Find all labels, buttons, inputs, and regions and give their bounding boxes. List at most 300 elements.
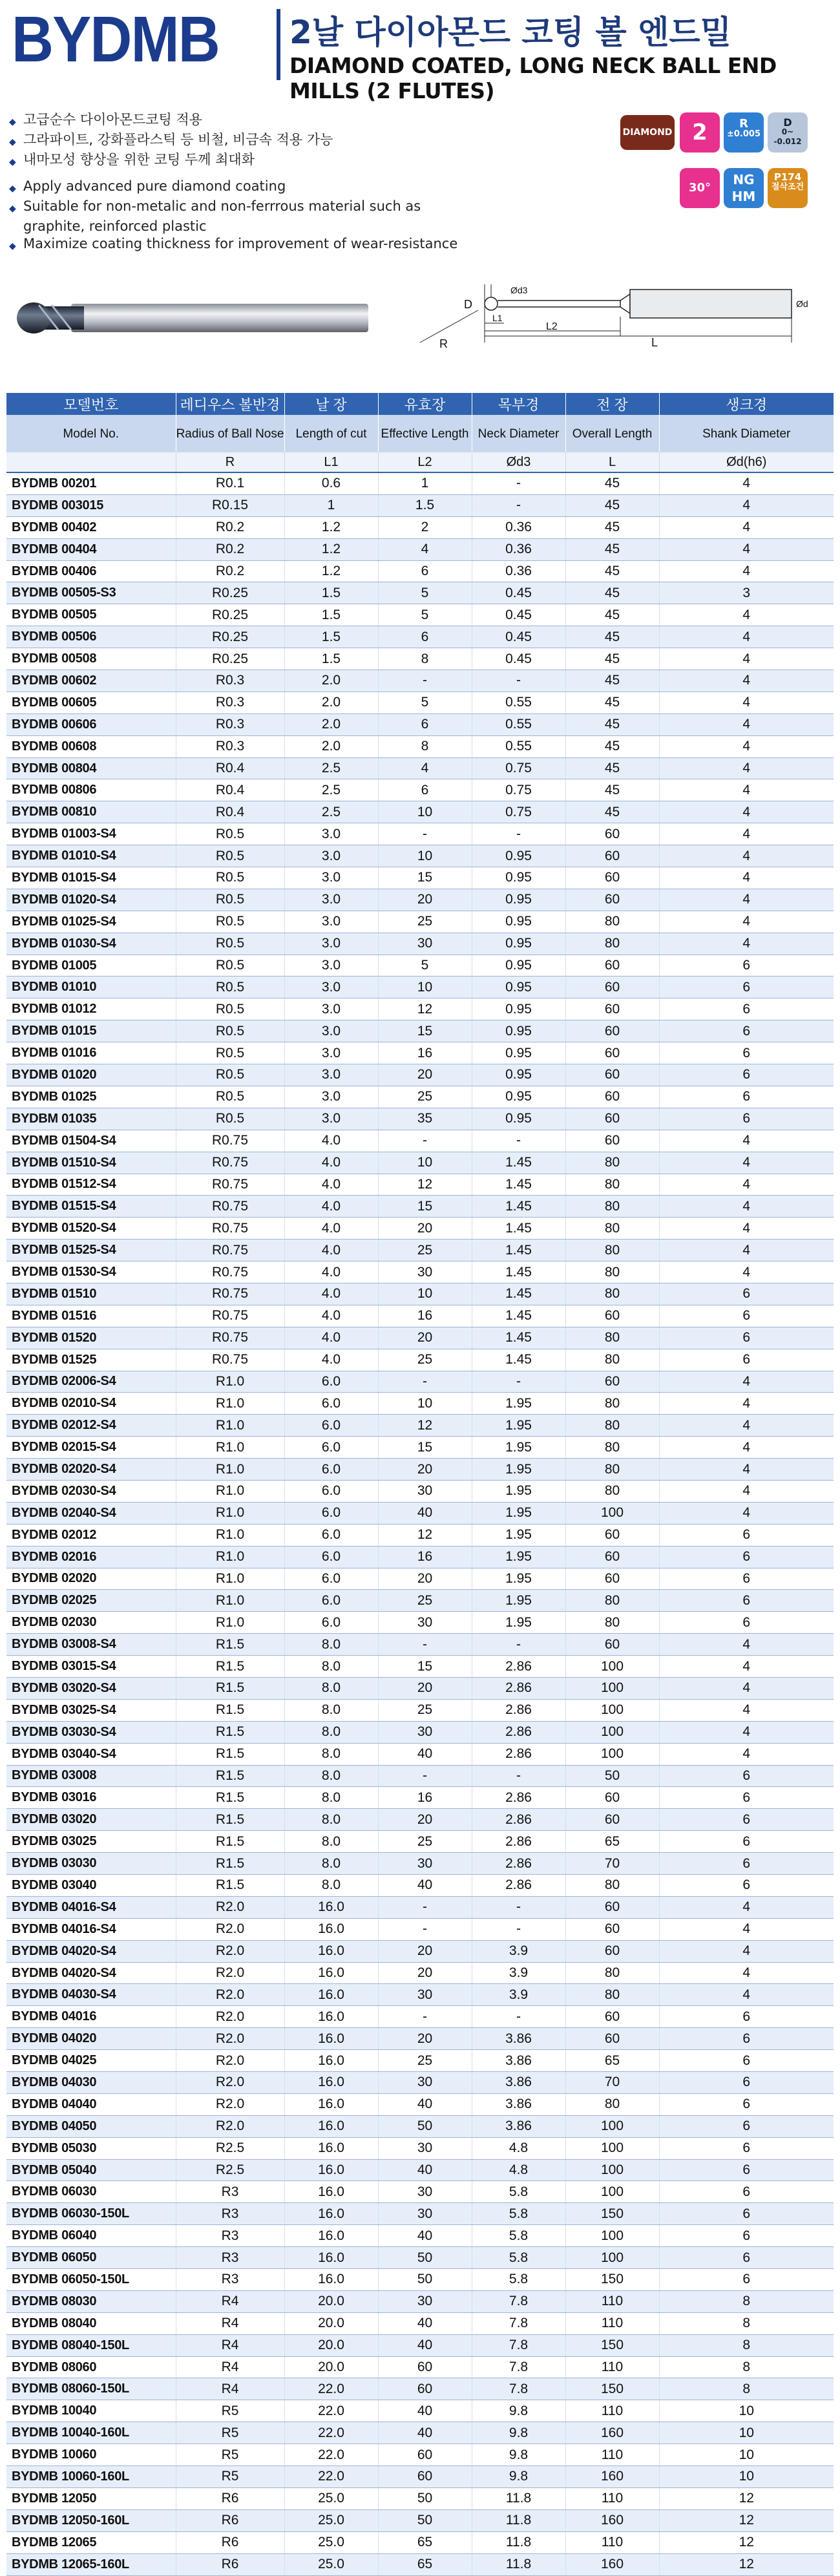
shank-diameter-cell: 4 bbox=[659, 1218, 834, 1240]
cut-length-cell: 8.0 bbox=[284, 1853, 378, 1875]
shank-diameter-cell: 10 bbox=[659, 2466, 834, 2488]
effective-length-cell: 30 bbox=[378, 1480, 472, 1502]
effective-length-cell: 4 bbox=[378, 538, 472, 560]
model-cell: BYDMB 02012 bbox=[6, 1524, 176, 1546]
shank-diameter-cell: 6 bbox=[659, 2115, 834, 2137]
neck-diameter-cell: 11.8 bbox=[472, 2487, 565, 2509]
col-unit bbox=[6, 452, 176, 472]
label-d3: Ød3 bbox=[510, 285, 528, 295]
table-row bbox=[6, 1612, 834, 1634]
table-row bbox=[6, 779, 834, 801]
cut-length-cell: 3.0 bbox=[284, 1064, 378, 1086]
table-row bbox=[6, 713, 834, 735]
effective-length-cell: 20 bbox=[378, 1459, 472, 1481]
shank-diameter-cell: 6 bbox=[659, 1305, 834, 1327]
col-header-kr: 모델번호 bbox=[6, 393, 176, 415]
cut-length-cell: 6.0 bbox=[284, 1459, 378, 1481]
shank-diameter-cell: 6 bbox=[659, 2225, 834, 2247]
radius-cell: R6 bbox=[176, 2531, 284, 2553]
header-row-korean bbox=[6, 393, 834, 415]
model-cell: BYDMB 03040 bbox=[6, 1875, 176, 1897]
neck-diameter-cell: 5.8 bbox=[472, 2247, 565, 2269]
table-row bbox=[6, 845, 834, 867]
neck-diameter-cell: 7.8 bbox=[472, 2356, 565, 2378]
shank-diameter-cell: 12 bbox=[659, 2531, 834, 2553]
shank-diameter-cell: 6 bbox=[659, 1283, 834, 1305]
title-english: DIAMOND COATED, LONG NECK BALL END MILLS (2 FLUTES) bbox=[289, 53, 777, 103]
model-cell: BYDMB 01015 bbox=[6, 1020, 176, 1042]
tool-illustration bbox=[0, 271, 840, 368]
shank-diameter-cell: 4 bbox=[659, 516, 834, 538]
effective-length-cell: 12 bbox=[378, 1415, 472, 1437]
shank-diameter-cell: 4 bbox=[659, 845, 834, 867]
table-row bbox=[6, 1459, 834, 1481]
effective-length-cell: 8 bbox=[378, 648, 472, 670]
effective-length-cell: 20 bbox=[378, 1940, 472, 1962]
cut-length-cell: 3.0 bbox=[284, 823, 378, 845]
effective-length-cell: 20 bbox=[378, 1218, 472, 1240]
effective-length-cell: 5 bbox=[378, 955, 472, 977]
shank-diameter-cell: 4 bbox=[659, 1743, 834, 1765]
effective-length-cell: 20 bbox=[378, 2028, 472, 2050]
overall-length-cell: 60 bbox=[565, 1809, 659, 1831]
cut-length-cell: 8.0 bbox=[284, 1743, 378, 1765]
table-row bbox=[6, 2072, 834, 2094]
table-row bbox=[6, 604, 834, 626]
effective-length-cell: 30 bbox=[378, 2137, 472, 2159]
label-l2: L2 bbox=[546, 321, 558, 332]
model-cell: BYDMB 12065 bbox=[6, 2531, 176, 2553]
effective-length-cell: 20 bbox=[378, 1677, 472, 1699]
table-row bbox=[6, 2356, 834, 2378]
model-cell: BYDMB 01516 bbox=[6, 1305, 176, 1327]
overall-length-cell: 60 bbox=[565, 1787, 659, 1809]
radius-cell: R3 bbox=[176, 2247, 284, 2269]
model-cell: BYDMB 01025 bbox=[6, 1086, 176, 1108]
radius-cell: R0.25 bbox=[176, 582, 284, 604]
cut-length-cell: 4.0 bbox=[284, 1262, 378, 1283]
overall-length-cell: 80 bbox=[565, 1590, 659, 1612]
model-cell: BYDMB 08030 bbox=[6, 2290, 176, 2312]
col-header-kr: 유효장 bbox=[378, 393, 472, 415]
overall-length-cell: 150 bbox=[565, 2378, 659, 2400]
cut-length-cell: 4.0 bbox=[284, 1130, 378, 1152]
model-cell: BYDMB 03025 bbox=[6, 1831, 176, 1853]
label-r: R bbox=[439, 337, 448, 350]
table-row bbox=[6, 626, 834, 648]
shank-diameter-cell: 4 bbox=[659, 1634, 834, 1656]
overall-length-cell: 100 bbox=[565, 1502, 659, 1524]
effective-length-cell: 15 bbox=[378, 1656, 472, 1678]
table-row bbox=[6, 516, 834, 538]
col-header-kr: 레디우스 볼반경 bbox=[176, 393, 284, 415]
effective-length-cell: - bbox=[378, 823, 472, 845]
overall-length-cell: 80 bbox=[565, 1349, 659, 1371]
overall-length-cell: 80 bbox=[565, 1218, 659, 1240]
table-row bbox=[6, 1502, 834, 1524]
overall-length-cell: 60 bbox=[565, 1896, 659, 1918]
model-cell: BYDMB 04025 bbox=[6, 2050, 176, 2072]
shank-diameter-cell: 12 bbox=[659, 2487, 834, 2509]
radius-cell: R0.5 bbox=[176, 933, 284, 955]
neck-diameter-cell: 2.86 bbox=[472, 1743, 565, 1765]
table-row bbox=[6, 933, 834, 955]
radius-cell: R2.0 bbox=[176, 2028, 284, 2050]
neck-diameter-cell: 1.95 bbox=[472, 1612, 565, 1634]
radius-cell: R0.3 bbox=[176, 735, 284, 757]
model-cell: BYDMB 02020 bbox=[6, 1568, 176, 1590]
col-unit: L bbox=[565, 452, 659, 472]
table-row bbox=[6, 1546, 834, 1568]
effective-length-cell: 15 bbox=[378, 1437, 472, 1459]
neck-diameter-cell: 1.45 bbox=[472, 1152, 565, 1174]
neck-diameter-cell: 1.95 bbox=[472, 1568, 565, 1590]
shank-diameter-cell: 6 bbox=[659, 1327, 834, 1349]
shank-diameter-cell: 6 bbox=[659, 2050, 834, 2072]
radius-cell: R0.5 bbox=[176, 889, 284, 911]
effective-length-cell: - bbox=[378, 1896, 472, 1918]
neck-diameter-cell: 0.55 bbox=[472, 713, 565, 735]
effective-length-cell: 40 bbox=[378, 2312, 472, 2334]
table-row bbox=[6, 1656, 834, 1678]
effective-length-cell: 16 bbox=[378, 1787, 472, 1809]
radius-cell: R0.5 bbox=[176, 1064, 284, 1086]
cut-length-cell: 8.0 bbox=[284, 1765, 378, 1787]
neck-diameter-cell: 3.9 bbox=[472, 1940, 565, 1962]
neck-diameter-cell: 0.95 bbox=[472, 1108, 565, 1130]
model-cell: BYDMB 00406 bbox=[6, 560, 176, 582]
cut-length-cell: 6.0 bbox=[284, 1393, 378, 1415]
effective-length-cell: 30 bbox=[378, 1984, 472, 2006]
shank-diameter-cell: 4 bbox=[659, 692, 834, 713]
model-cell: BYDMB 08060 bbox=[6, 2356, 176, 2378]
feature-list bbox=[9, 111, 457, 255]
shank-diameter-cell: 4 bbox=[659, 1480, 834, 1502]
shank-diameter-cell: 6 bbox=[659, 2137, 834, 2159]
neck-diameter-cell: 2.86 bbox=[472, 1853, 565, 1875]
shank-diameter-cell: 4 bbox=[659, 648, 834, 670]
col-header-en: Overall Length bbox=[565, 415, 659, 452]
bullet-icon: ◆ bbox=[9, 137, 16, 147]
cut-length-cell: 16.0 bbox=[284, 1896, 378, 1918]
neck-diameter-cell: 0.45 bbox=[472, 582, 565, 604]
radius-cell: R1.0 bbox=[176, 1502, 284, 1524]
effective-length-cell: 60 bbox=[378, 2356, 472, 2378]
effective-length-cell: 16 bbox=[378, 1305, 472, 1327]
table-row bbox=[6, 911, 834, 933]
radius-cell: R1.0 bbox=[176, 1612, 284, 1634]
effective-length-cell: 12 bbox=[378, 998, 472, 1020]
neck-diameter-cell: 2.86 bbox=[472, 1875, 565, 1897]
neck-diameter-cell: 1.45 bbox=[472, 1218, 565, 1240]
table-row bbox=[6, 2487, 834, 2509]
effective-length-cell: 25 bbox=[378, 1086, 472, 1108]
radius-cell: R0.75 bbox=[176, 1240, 284, 1262]
effective-length-cell: 10 bbox=[378, 845, 472, 867]
radius-cell: R3 bbox=[176, 2269, 284, 2291]
table-row bbox=[6, 1721, 834, 1743]
neck-diameter-cell: 5.8 bbox=[472, 2225, 565, 2247]
spec-table-wrapper bbox=[6, 393, 834, 2576]
feature-en-1: ◆ Apply advanced pure diamond coating bbox=[9, 178, 457, 198]
model-cell: BYDMB 03030 bbox=[6, 1853, 176, 1875]
shank-diameter-cell: 6 bbox=[659, 1809, 834, 1831]
shank-diameter-cell: 4 bbox=[659, 472, 834, 494]
label-shank-d: Ød bbox=[796, 299, 808, 309]
neck-diameter-cell: 7.8 bbox=[472, 2378, 565, 2400]
effective-length-cell: 12 bbox=[378, 1524, 472, 1546]
overall-length-cell: 60 bbox=[565, 1634, 659, 1656]
model-cell: BYDMB 02006-S4 bbox=[6, 1371, 176, 1393]
table-row bbox=[6, 1042, 834, 1064]
overall-length-cell: 45 bbox=[565, 582, 659, 604]
shank-diameter-cell: 6 bbox=[659, 1086, 834, 1108]
model-cell: BYDMB 04030 bbox=[6, 2072, 176, 2094]
effective-length-cell: 5 bbox=[378, 604, 472, 626]
col-unit: R bbox=[176, 452, 284, 472]
shank-diameter-cell: 12 bbox=[659, 2553, 834, 2575]
effective-length-cell: 5 bbox=[378, 582, 472, 604]
cut-length-cell: 16.0 bbox=[284, 2072, 378, 2094]
neck-diameter-cell: 1.95 bbox=[472, 1480, 565, 1502]
effective-length-cell: 35 bbox=[378, 1108, 472, 1130]
overall-length-cell: 80 bbox=[565, 1174, 659, 1196]
neck-diameter-cell: 0.95 bbox=[472, 977, 565, 998]
neck-diameter-cell: 2.86 bbox=[472, 1787, 565, 1809]
spec-table-body bbox=[6, 472, 834, 2575]
effective-length-cell: 1 bbox=[378, 472, 472, 494]
cut-length-cell: 1.5 bbox=[284, 626, 378, 648]
table-row bbox=[6, 1896, 834, 1918]
effective-length-cell: 2 bbox=[378, 516, 472, 538]
table-row bbox=[6, 2159, 834, 2181]
neck-diameter-cell: 0.75 bbox=[472, 757, 565, 779]
overall-length-cell: 70 bbox=[565, 2072, 659, 2094]
dimension-drawing bbox=[420, 284, 792, 343]
cut-length-cell: 8.0 bbox=[284, 1656, 378, 1678]
effective-length-cell: 25 bbox=[378, 1240, 472, 1262]
radius-cell: R0.75 bbox=[176, 1196, 284, 1218]
overall-length-cell: 60 bbox=[565, 2028, 659, 2050]
model-cell: BYDMB 03020 bbox=[6, 1809, 176, 1831]
model-cell: BYDMB 003015 bbox=[6, 494, 176, 516]
overall-length-cell: 60 bbox=[565, 1524, 659, 1546]
neck-diameter-cell: 0.95 bbox=[472, 1020, 565, 1042]
cut-length-cell: 2.0 bbox=[284, 670, 378, 692]
table-row bbox=[6, 823, 834, 845]
radius-cell: R0.15 bbox=[176, 494, 284, 516]
effective-length-cell: 50 bbox=[378, 2115, 472, 2137]
overall-length-cell: 150 bbox=[565, 2269, 659, 2291]
overall-length-cell: 110 bbox=[565, 2400, 659, 2422]
neck-diameter-cell: 2.86 bbox=[472, 1809, 565, 1831]
shank-diameter-cell: 8 bbox=[659, 2378, 834, 2400]
overall-length-cell: 70 bbox=[565, 1853, 659, 1875]
radius-cell: R1.0 bbox=[176, 1590, 284, 1612]
table-row bbox=[6, 582, 834, 604]
model-cell: BYDMB 04016 bbox=[6, 2006, 176, 2028]
radius-cell: R2.0 bbox=[176, 2115, 284, 2137]
effective-length-cell: 30 bbox=[378, 2072, 472, 2094]
neck-diameter-cell: 1.45 bbox=[472, 1262, 565, 1283]
bullet-icon: ◆ bbox=[9, 117, 16, 127]
radius-cell: R0.25 bbox=[176, 604, 284, 626]
neck-diameter-cell: 0.55 bbox=[472, 692, 565, 713]
overall-length-cell: 45 bbox=[565, 538, 659, 560]
radius-cell: R2.0 bbox=[176, 2050, 284, 2072]
cut-length-cell: 8.0 bbox=[284, 1699, 378, 1721]
neck-diameter-cell: 0.75 bbox=[472, 779, 565, 801]
effective-length-cell: 40 bbox=[378, 2400, 472, 2422]
shank-diameter-cell: 4 bbox=[659, 779, 834, 801]
neck-diameter-cell: - bbox=[472, 1918, 565, 1940]
radius-cell: R1.5 bbox=[176, 1853, 284, 1875]
neck-diameter-cell: 0.95 bbox=[472, 1086, 565, 1108]
effective-length-cell: 30 bbox=[378, 933, 472, 955]
radius-cell: R6 bbox=[176, 2553, 284, 2575]
radius-cell: R2.0 bbox=[176, 2072, 284, 2094]
cut-length-cell: 22.0 bbox=[284, 2378, 378, 2400]
model-cell: BYDMB 01510-S4 bbox=[6, 1152, 176, 1174]
table-row bbox=[6, 1130, 834, 1152]
shank-diameter-cell: 6 bbox=[659, 2269, 834, 2291]
neck-diameter-cell: 0.95 bbox=[472, 933, 565, 955]
ng-hm-badge: NG HM bbox=[724, 168, 764, 208]
shank-diameter-cell: 4 bbox=[659, 911, 834, 933]
overall-length-cell: 100 bbox=[565, 2137, 659, 2159]
overall-length-cell: 45 bbox=[565, 692, 659, 713]
overall-length-cell: 100 bbox=[565, 1743, 659, 1765]
radius-cell: R0.5 bbox=[176, 955, 284, 977]
radius-tolerance-badge: R ±0.005 bbox=[724, 112, 764, 153]
model-cell: BYDMB 04050 bbox=[6, 2115, 176, 2137]
shank-diameter-cell: 6 bbox=[659, 1108, 834, 1130]
shank-diameter-cell: 6 bbox=[659, 1546, 834, 1568]
table-row bbox=[6, 757, 834, 779]
neck-diameter-cell: 3.86 bbox=[472, 2050, 565, 2072]
overall-length-cell: 60 bbox=[565, 1940, 659, 1962]
radius-cell: R0.25 bbox=[176, 648, 284, 670]
overall-length-cell: 80 bbox=[565, 1327, 659, 1349]
table-row bbox=[6, 2444, 834, 2466]
cut-length-cell: 6.0 bbox=[284, 1612, 378, 1634]
shank-diameter-cell: 6 bbox=[659, 1787, 834, 1809]
model-cell: BYDMB 01520-S4 bbox=[6, 1218, 176, 1240]
table-row bbox=[6, 1174, 834, 1196]
table-row bbox=[6, 1634, 834, 1656]
table-row bbox=[6, 1283, 834, 1305]
table-row bbox=[6, 2509, 834, 2531]
radius-cell: R1.5 bbox=[176, 1721, 284, 1743]
shank-diameter-cell: 8 bbox=[659, 2334, 834, 2356]
overall-length-cell: 60 bbox=[565, 977, 659, 998]
cut-length-cell: 3.0 bbox=[284, 1086, 378, 1108]
table-row bbox=[6, 2137, 834, 2159]
overall-length-cell: 80 bbox=[565, 1459, 659, 1481]
shank-diameter-cell: 10 bbox=[659, 2400, 834, 2422]
label-l: L bbox=[651, 336, 658, 349]
shank-diameter-cell: 4 bbox=[659, 494, 834, 516]
cut-length-cell: 3.0 bbox=[284, 998, 378, 1020]
label-d: D bbox=[464, 298, 472, 311]
effective-length-cell: 50 bbox=[378, 2269, 472, 2291]
radius-cell: R0.3 bbox=[176, 713, 284, 735]
header-row-english bbox=[6, 415, 834, 452]
effective-length-cell: 6 bbox=[378, 779, 472, 801]
model-cell: BYDMB 10040-160L bbox=[6, 2422, 176, 2444]
table-row bbox=[6, 2006, 834, 2028]
radius-cell: R3 bbox=[176, 2225, 284, 2247]
radius-cell: R0.75 bbox=[176, 1327, 284, 1349]
neck-diameter-cell: 3.86 bbox=[472, 2072, 565, 2094]
table-row bbox=[6, 2553, 834, 2575]
radius-cell: R1.0 bbox=[176, 1480, 284, 1502]
neck-diameter-cell: 9.8 bbox=[472, 2400, 565, 2422]
model-cell: BYDMB 10040 bbox=[6, 2400, 176, 2422]
overall-length-cell: 65 bbox=[565, 2050, 659, 2072]
radius-cell: R1.5 bbox=[176, 1699, 284, 1721]
effective-length-cell: 40 bbox=[378, 1743, 472, 1765]
radius-cell: R2.0 bbox=[176, 1896, 284, 1918]
overall-length-cell: 45 bbox=[565, 670, 659, 692]
table-row bbox=[6, 2115, 834, 2137]
overall-length-cell: 100 bbox=[565, 2115, 659, 2137]
cut-length-cell: 4.0 bbox=[284, 1196, 378, 1218]
model-cell: BYDMB 04020 bbox=[6, 2028, 176, 2050]
label-l1: L1 bbox=[492, 313, 503, 323]
table-row bbox=[6, 801, 834, 823]
bullet-icon: ◆ bbox=[9, 241, 16, 251]
shank-diameter-cell: 6 bbox=[659, 1064, 834, 1086]
model-cell: BYDMB 02016 bbox=[6, 1546, 176, 1568]
table-row bbox=[6, 1787, 834, 1809]
col-header-kr: 생크경 bbox=[659, 393, 834, 415]
table-row bbox=[6, 670, 834, 692]
shank-diameter-cell: 4 bbox=[659, 1699, 834, 1721]
neck-diameter-cell: 2.86 bbox=[472, 1831, 565, 1853]
effective-length-cell: 20 bbox=[378, 1809, 472, 1831]
cut-length-cell: 16.0 bbox=[284, 2181, 378, 2203]
overall-length-cell: 80 bbox=[565, 1240, 659, 1262]
shank-diameter-cell: 4 bbox=[659, 1393, 834, 1415]
cut-length-cell: 2.0 bbox=[284, 713, 378, 735]
cut-length-cell: 3.0 bbox=[284, 845, 378, 867]
table-row bbox=[6, 867, 834, 889]
shank-diameter-cell: 4 bbox=[659, 801, 834, 823]
cut-length-cell: 1.2 bbox=[284, 516, 378, 538]
overall-length-cell: 45 bbox=[565, 779, 659, 801]
model-cell: BYDMB 03016 bbox=[6, 1787, 176, 1809]
cut-length-cell: 16.0 bbox=[284, 2115, 378, 2137]
shank-diameter-cell: 4 bbox=[659, 823, 834, 845]
effective-length-cell: 12 bbox=[378, 1174, 472, 1196]
cut-length-cell: 4.0 bbox=[284, 1218, 378, 1240]
effective-length-cell: 60 bbox=[378, 2466, 472, 2488]
neck-diameter-cell: 3.86 bbox=[472, 2028, 565, 2050]
cut-length-cell: 8.0 bbox=[284, 1677, 378, 1699]
radius-cell: R4 bbox=[176, 2334, 284, 2356]
effective-length-cell: 15 bbox=[378, 1196, 472, 1218]
shank-diameter-cell: 6 bbox=[659, 977, 834, 998]
model-cell: BYDMB 00605 bbox=[6, 692, 176, 713]
effective-length-cell: 8 bbox=[378, 735, 472, 757]
shank-diameter-cell: 8 bbox=[659, 2356, 834, 2378]
cut-length-cell: 1.5 bbox=[284, 604, 378, 626]
cut-length-cell: 22.0 bbox=[284, 2400, 378, 2422]
cut-length-cell: 16.0 bbox=[284, 2137, 378, 2159]
table-row bbox=[6, 2203, 834, 2225]
neck-diameter-cell: 0.36 bbox=[472, 560, 565, 582]
